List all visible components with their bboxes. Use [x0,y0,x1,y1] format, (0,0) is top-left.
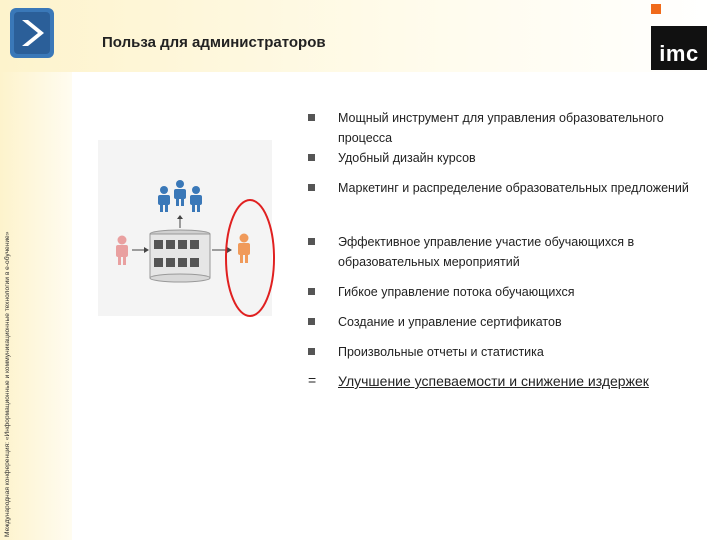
bullet-icon [308,348,315,355]
brand-accent-square [651,4,661,14]
imc-logo [651,26,707,70]
bullet-icon [308,318,315,325]
bullet-icon [308,184,315,191]
list-item: Эффективное управление участие обучающихся в образовательных мероприятий [308,232,708,282]
bullet-icon [308,114,315,121]
imc-logo-text: imc [659,41,699,66]
list-item: Произвольные отчеты и статистика [308,342,708,370]
list-item: Мощный инструмент для управления образовательного процесса [308,108,708,148]
bullet-icon [308,238,315,245]
platform-server-icon [150,230,210,282]
list-item: Маркетинг и распределение образовательных предложений [308,178,708,232]
arrow-up-icon [177,215,183,219]
result-text: Улучшение успеваемости и снижение издержек [338,373,649,389]
bullet-icon [308,288,315,295]
user-group-icon [158,180,202,212]
arrow-right-icon [144,247,149,253]
list-item: Удобный дизайн курсов [308,148,708,178]
header-band [0,0,720,72]
chevron-right-icon [8,6,56,60]
highlight-circle [222,196,278,320]
result-item [308,370,708,392]
bullet-icon [308,154,315,161]
page-title: Польза для администраторов [102,34,326,51]
conference-caption: Международная конференция: «Информационные и коммуникационные технологии в e-обучение» [4,231,11,537]
equals-sign: = [308,372,317,388]
list-item: Создание и управление сертификатов [308,312,708,342]
list-item: Гибкое управление потока обучающихся [308,282,708,312]
learner-icon [116,236,128,266]
benefits-list [308,108,708,392]
